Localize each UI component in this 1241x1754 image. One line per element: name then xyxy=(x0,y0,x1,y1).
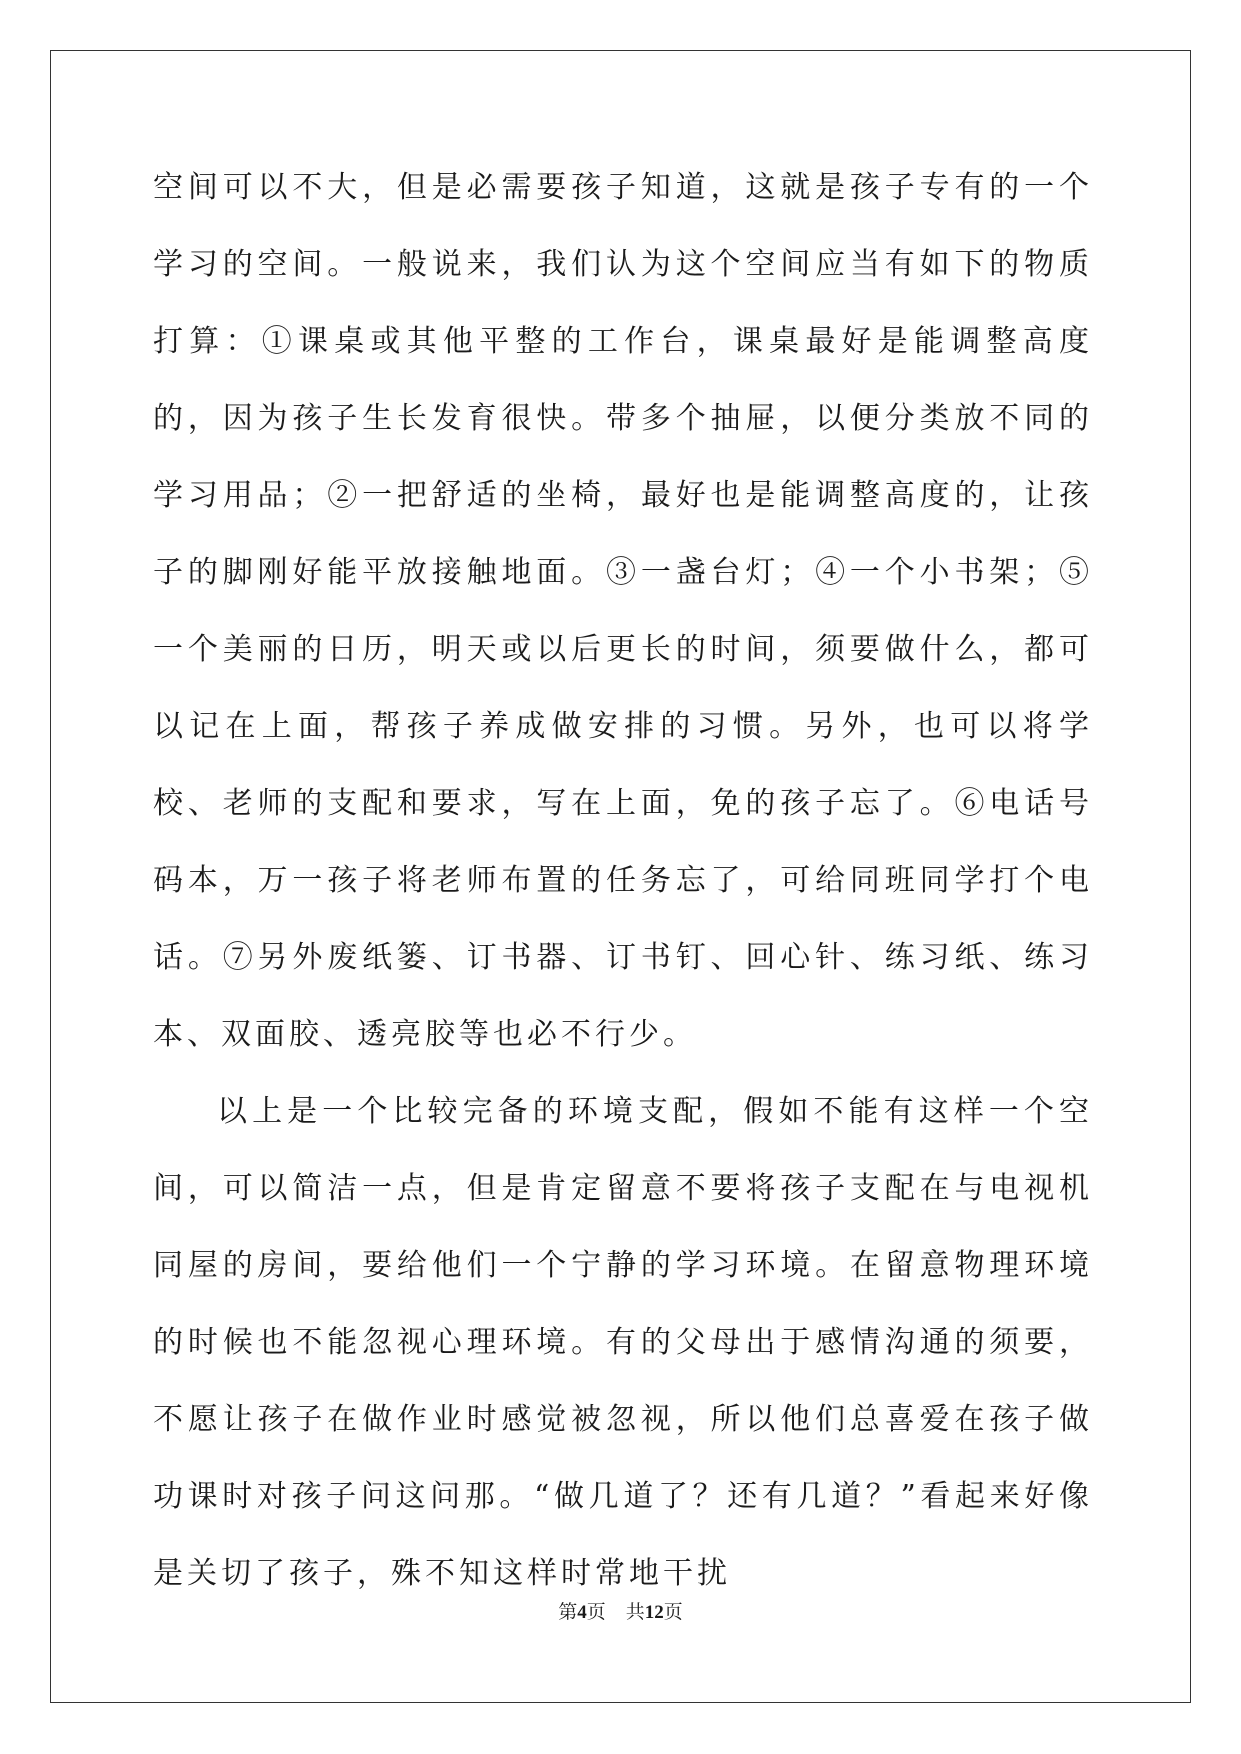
document-body xyxy=(153,149,1093,1612)
paragraph-1: 空间可以不大，但是必需要孩子知道，这就是孩子专有的一个学习的空间。一般说来，我们认为这个空间应当有如下的物质打算：①课桌或其他平整的工作台，课桌最好是能调整高度的，因为孩子生长发育很快。带多个抽屉，以便分类放不同的学习用品；②一把舒适的坐椅，最好也是能调整高度的，让孩子的脚刚好能平放接触地面。③一盏台灯；④一个小书架；⑤一个美丽的日历，明天或以后更长的时间，须要做什么，都可以记在上面，帮孩子养成做安排的习惯。另外，也可以将学校、老师的支配和要求，写在上面，免的孩子忘了。⑥电话号码本，万一孩子将老师布置的任务忘了，可给同班同学打个电话。⑦另外废纸篓、订书器、订书钉、回心针、练习纸、练习本、双面胶、透亮胶等也必不行少。 xyxy=(153,170,1093,1052)
page-footer xyxy=(0,1597,1241,1624)
footer-current-page: 4 xyxy=(577,1602,587,1623)
footer-total-suffix: 页 xyxy=(663,1601,683,1623)
footer-prefix: 第 xyxy=(558,1601,578,1623)
footer-page-suffix: 页 xyxy=(586,1601,606,1623)
footer-total-prefix: 共 xyxy=(625,1601,645,1623)
footer-total-pages: 12 xyxy=(644,1602,664,1623)
paragraph-2: 以上是一个比较完备的环境支配，假如不能有这样一个空间，可以简洁一点，但是肯定留意不要将孩子支配在与电视机同屋的房间，要给他们一个宁静的学习环境。在留意物理环境的时候也不能忽视心理环境。有的父母出于感情沟通的须要，不愿让孩子在做作业时感觉被忽视，所以他们总喜爱在孩子做功课时对孩子问这问那。“做几道了？还有几道？”看起来好像是关切了孩子，殊不知这样时常地干扰 xyxy=(153,1094,1093,1591)
